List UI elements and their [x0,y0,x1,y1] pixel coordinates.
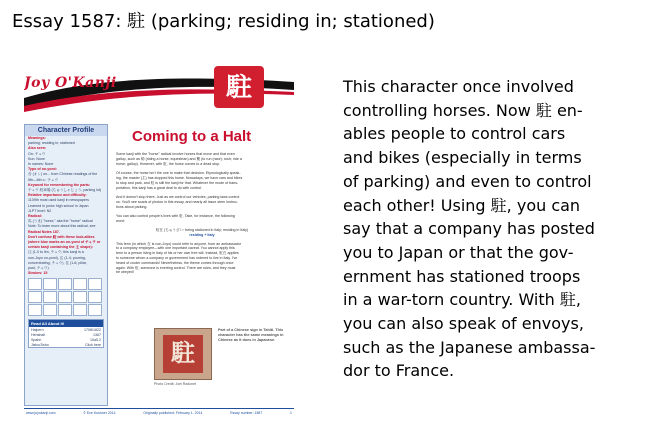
profile-line: On: チュウ [28,151,46,156]
profile-line: Relative importance and difficulty: [28,193,87,198]
description-line: such as the Japanese ambassa- [343,337,596,357]
essay-title: Essay 1587: 駐 (parking; residing in; stationed) [12,11,435,32]
body-line: Some kanji with the "horse" radical involve horses that move and that even [116,152,235,156]
page-banner [24,60,294,120]
kanji-badge: 駐 [214,66,264,108]
read-all-box [28,319,104,348]
body-line: horse; gallop). However, with 駐, the horse comes to a dead stop. [116,161,221,166]
profile-line: Learned in junior high school in Japan [28,203,89,208]
read-all-row [29,342,103,347]
profile-line: Kun: None [28,156,45,161]
footer-published: Originally published: February 1, 2014 [143,411,203,415]
footer-page-number: 1 [290,411,292,415]
body-line: to a company employee—with one important caveat. You cannot apply this [116,246,235,251]
read-all-label: Jisho/Jisho [31,342,49,347]
description-line: say that a company has posted [343,219,595,239]
body-line: And it doesn't stop there. Just as we control our vehicles, parking laws control [116,195,240,200]
profile-line: Keyword for remembering the parts: [28,182,91,187]
footer-copyright: © Eve Kushner 2014 [83,411,116,415]
character-profile-panel [24,124,108,406]
description-line: and bikes (especially in terms [343,148,582,168]
profile-line: Meanings: [28,136,46,140]
read-all-header: Read All About It! [29,320,103,327]
body-line: term to a person living in Italy of his or her own free will. Instead, 駐在 applies [116,251,239,256]
description-line: you can also speak of envoys, [343,314,584,334]
profile-line: Radical: [28,214,42,219]
description-line: controlling horses. Now 駐 en- [343,100,583,120]
footer-essay-number: Essay number: 1587 [230,411,263,415]
profile-line: 注 (1-0 to ilm, チュウ; this kanji is a [28,250,84,255]
profile-line: Also seen: [28,146,47,151]
body-line: again. With 駐, someone is exerting control. There are rules, and they must [116,265,236,270]
profile-line: post, チュウ) [28,266,49,271]
profile-line: Don't confuse 駐 with these look-alikes [28,234,95,239]
body-line: portation, this kanji has a great deal to do with control. [116,185,202,190]
description-line: This character once involved [343,77,574,96]
profile-line: (where blue marks an on-yomi of チュウ or [28,240,101,245]
read-all-label: Spahn [31,337,42,342]
read-all-value: Click here [85,342,101,347]
profile-line: Typo of on-yomi: [28,167,57,172]
read-all-label: Henshall [31,332,45,337]
description-line: in a war-torn country. With 駐, [343,290,581,310]
body-line: You can also control people's lives with 駐. Take, for instance, the following [116,214,235,219]
photo-credit: Photo Credit: Joel Radonet [154,382,197,386]
character-profile-lines [25,136,107,276]
profile-line: In names: None [28,162,54,167]
stroke-order-grid [28,278,104,316]
body-line: Of course, the horse isn't the one to make that decision. Etymologically speak- [116,171,241,176]
body-line: gallop, such as 騎 (riding a horse; equestrian) and 驚 (to run (race); rush; ride a [116,156,242,161]
profile-line: 1109th most used kanji in newspapers [28,198,89,203]
description-line: of parking) and even to control [343,171,592,191]
joy-o-kanji-logo: Joy O'Kanji [24,75,117,91]
profile-line: certain kanji containing the 主 shape): [28,245,93,250]
description-line: ables people to control cars [343,124,566,144]
body-line: tions about parking. [116,204,148,209]
profile-line: Radical Notes 187. [28,229,60,234]
profile-line: 音 (オン) on... from Chinese readings of the [28,172,98,177]
description-line: you to Japan or that the gov- [343,242,574,262]
description-line: ernment has stationed troops [343,266,581,286]
profile-line: concentrating, チュウ), 住 (1-6; pillar, [28,260,87,265]
profile-line: Note: To learn more about this radical, see [28,224,96,229]
sign-photo [154,328,212,380]
vocab-gloss: residing + Italy [189,232,215,237]
body-line: be obeyed! [116,270,134,275]
description-line: dor to France. [343,361,455,381]
read-all-label: Halpern [31,327,44,332]
article-body [116,152,288,275]
footer-site: www.joyokanji.com [26,411,56,415]
body-line: us. You'll see scads of photos in this essay, and nearly all issue stern instruc- [116,199,239,204]
body-line: This term (in which 在 is non-Joyo) could refer to anyone, from an ambassador [116,241,242,246]
essay-page-thumbnail[interactable] [24,60,294,420]
photo-caption: Part of a Chinese sign in Tahiti. This character has the same meanings in Chinese as it does in Japanese. [218,328,284,342]
read-all-value: 10a5.2 [90,337,101,342]
body-line: to stop and park, and 駐 is still the kanji for that. Whatever the mode of trans- [116,180,239,185]
profile-line: JLPT level: N2 [28,208,52,213]
page-footer [24,408,294,418]
profile-line: チュウ 駐車場 (ちゅうしゃじょう, parking lot) [28,188,102,193]
vocab-line: 駐在 (ちゅうざい: being stationed in Italy; residing in Italy) [155,227,249,232]
profile-line: 5th—6th c.: チュウ [28,177,59,182]
read-all-value: 1367 [93,332,101,337]
sign-photo-character: 駐 [163,335,203,373]
description-line: each other! Using 駐, you can [343,195,581,215]
body-line: ing, the master (主) has stopped this horse. Nowadays, we have cars and bikes [116,175,243,180]
read-all-value: 1708/1822 [84,327,101,332]
body-line: to someone whom a company or government has ordered to live in Italy. I've [116,255,238,260]
body-line: word: [116,219,125,224]
profile-line: Strokes: 15 [28,271,48,276]
profile-line: 馬 (うま) "horse," aka the "horse" radical [28,219,93,224]
article-heading: Coming to a Halt [132,128,252,145]
character-profile-header: Character Profile [25,125,107,136]
profile-line: parking; residing in; stationed [28,141,75,146]
body-line: heard of cruder commands! Nevertheless, the theme comes through once [116,260,234,265]
essay-description [343,75,643,383]
profile-line: non-Joyo on-yomi), 注 (1-4; pouring, [28,255,86,260]
